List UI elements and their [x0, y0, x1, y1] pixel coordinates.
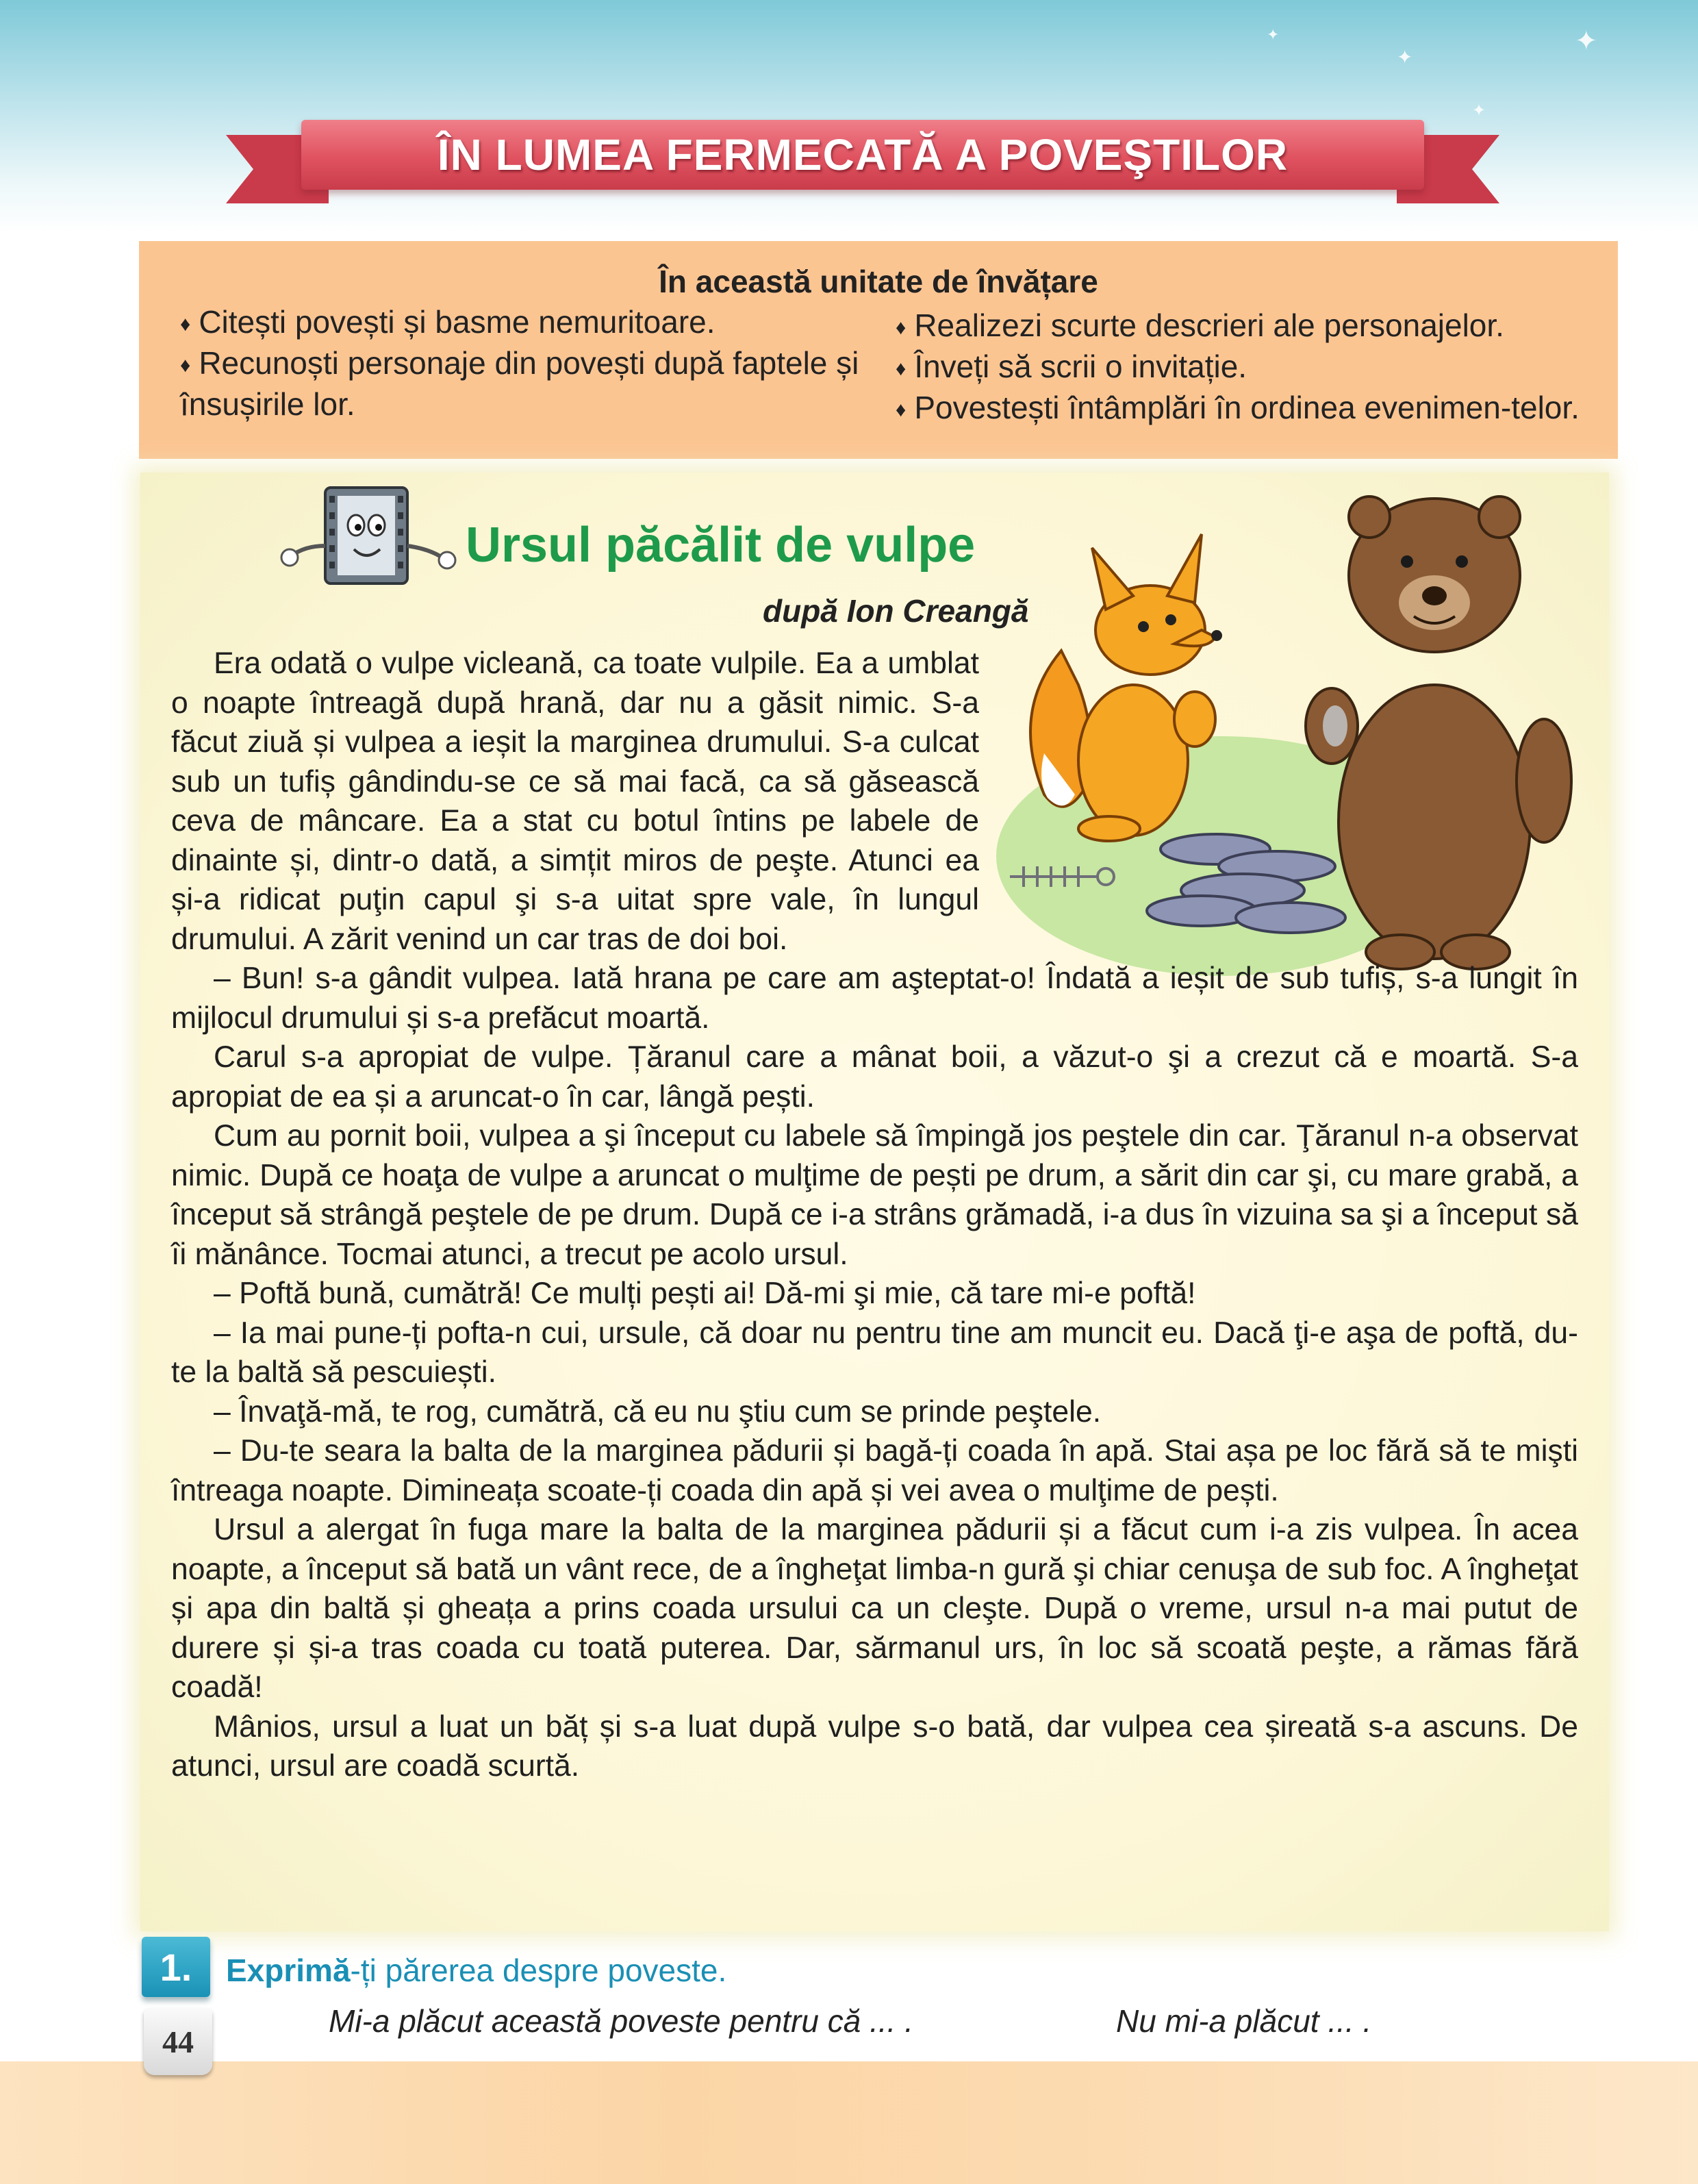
- film-reel-mascot-icon: [277, 481, 462, 590]
- title-banner: [226, 120, 1499, 202]
- story-paragraph: – Poftă bună, cumătră! Ce mulți pești ai! Dă-mi şi mie, că tare mi-e poftă!: [214, 1277, 1196, 1310]
- sparkle-icon: ✦: [1397, 47, 1413, 68]
- objective-item: ♦ Înveți să scrii o invitație.: [896, 348, 1247, 384]
- story-paragraph: – Du-te seara la balta de la marginea pădurii și bagă-ți coada în apă. Stai așa pe loc fără să te mişti întreaga noapte. Dimineața scoate-ți coada din apă și vei avea o mulţime de pești.: [171, 1434, 1578, 1507]
- exercise-instruction-rest: -ți părerea despre poveste.: [350, 1953, 727, 1988]
- objectives-list-left: [180, 303, 920, 423]
- exercise-instruction: [226, 1952, 726, 1989]
- sparkle-icon: ✦: [1267, 26, 1280, 43]
- exercise-option-liked: Mi-a plăcut această poveste pentru că ... .: [329, 2003, 914, 2039]
- sparkle-icon: ✦: [1472, 101, 1486, 120]
- story-paragraph: Cum au pornit boii, vulpea a şi început cu labele să împingă jos peştele din car. Ţăranul n-a observat nimic. După ce hoaţa de vulpe a aruncat o mulţime de pești pe drum, a sărit din car şi, cu mare grabă, a început să strângă peştele de pe drum. După ce i-a strâns grămadă, i-a dus în vizuina sa şi a început să îi mănânce. Tocmai atunci, a trecut pe acolo ursul.: [171, 1119, 1578, 1271]
- story-paragraph: – Învaţă-mă, te rog, cumătră, că eu nu ştiu cum se prinde peştele.: [214, 1394, 1102, 1429]
- sparkle-icon: ✦: [1575, 26, 1598, 56]
- bottom-background: [0, 2061, 1698, 2184]
- story-text: [171, 644, 1578, 1786]
- objective-item: ♦ Povestești întâmplări în ordinea evenimen-telor.: [896, 389, 1580, 425]
- diamond-bullet-icon: ♦: [896, 398, 907, 421]
- story-paragraph: Era odată o vulpe vicleană, ca toate vulpile. Ea a umblat o noapte întreagă după hrană, dar nu a găsit nimic. S-a făcut ziuă și vulpea a ieșit la marginea drumului. S-a culcat sub un tufiș gândindu-se ce să mai facă, ca să găsească ceva de mâncare. Ea a stat cu botul întins pe labele de dinainte și, dintr-o dată, a simțit miros de peşte. Atunci ea și-a ridicat puţin capul şi s-a uitat spre vale, în lungul drumului. A zărit venind un car tras de doi boi.: [171, 647, 979, 956]
- story-paragraph: Ursul a alergat în fuga mare la balta de la marginea pădurii și a făcut cum i-a zis vulpea. În acea noapte, a început să bată un vânt rece, de a îngheţat limba-n gură şi chiar cenuşa de sub foc. A îngheţat și apa din baltă și gheața a prins coada ursului ca un cleşte. După o vreme, ursul n-a mai putut de durere și și-a tras coada cu toată puterea. Dar, sărmanul urs, în loc să scoată peşte, a rămas fără coadă!: [171, 1513, 1578, 1704]
- objective-item: ♦ Realizezi scurte descrieri ale personajelor.: [896, 307, 1504, 343]
- exercise-instruction-verb: Exprimă: [226, 1953, 351, 1988]
- story-paragraph: Carul s-a apropiat de vulpe. Țăranul care a mânat boii, a văzut-o şi a crezut că e moartă. S-a apropiat de ea și a aruncat-o în car, lângă pești.: [171, 1040, 1578, 1114]
- story-author: după Ion Creangă: [763, 593, 1029, 629]
- story-paragraph: – Ia mai pune-ți pofta-n cui, ursule, că doar nu pentru tine am muncit eu. Dacă ţi-e aşa de poftă, du-te la baltă să pescuiești.: [171, 1316, 1578, 1389]
- objective-item: ♦ Citești povești și basme nemuritoare.: [180, 304, 715, 340]
- objective-item: ♦ Recunoști personaje din povești după faptele și însușirile lor.: [180, 344, 859, 422]
- banner-ribbon: [301, 120, 1424, 190]
- diamond-bullet-icon: ♦: [180, 353, 191, 377]
- page-number: 44: [144, 2008, 212, 2075]
- exercise-option-disliked: Nu mi-a plăcut ... .: [1116, 2003, 1372, 2039]
- objectives-title: În această unitate de învățare: [659, 264, 1098, 299]
- unit-title: ÎN LUMEA FERMECATĂ A POVEŞTILOR: [437, 130, 1289, 179]
- objectives-box: [139, 241, 1618, 459]
- diamond-bullet-icon: ♦: [896, 357, 907, 380]
- objectives-list-right: [896, 306, 1601, 429]
- story-paragraph: Mânios, ursul a luat un băț și s-a luat după vulpe s-o bată, dar vulpea cea șireată s-a ascuns. De atunci, ursul are coadă scurtă.: [171, 1709, 1578, 1783]
- story-title: Ursul păcălit de vulpe: [466, 518, 976, 573]
- diamond-bullet-icon: ♦: [180, 312, 191, 336]
- story-paragraph: – Bun! s-a gândit vulpea. Iată hrana pe care am aşteptat-o! Îndată a ieșit de sub tufiș, s-a lungit în mijlocul drumului și s-a prefăcut moartă.: [171, 962, 1578, 1035]
- diamond-bullet-icon: ♦: [896, 316, 907, 339]
- exercise-number-badge: 1.: [142, 1937, 210, 1997]
